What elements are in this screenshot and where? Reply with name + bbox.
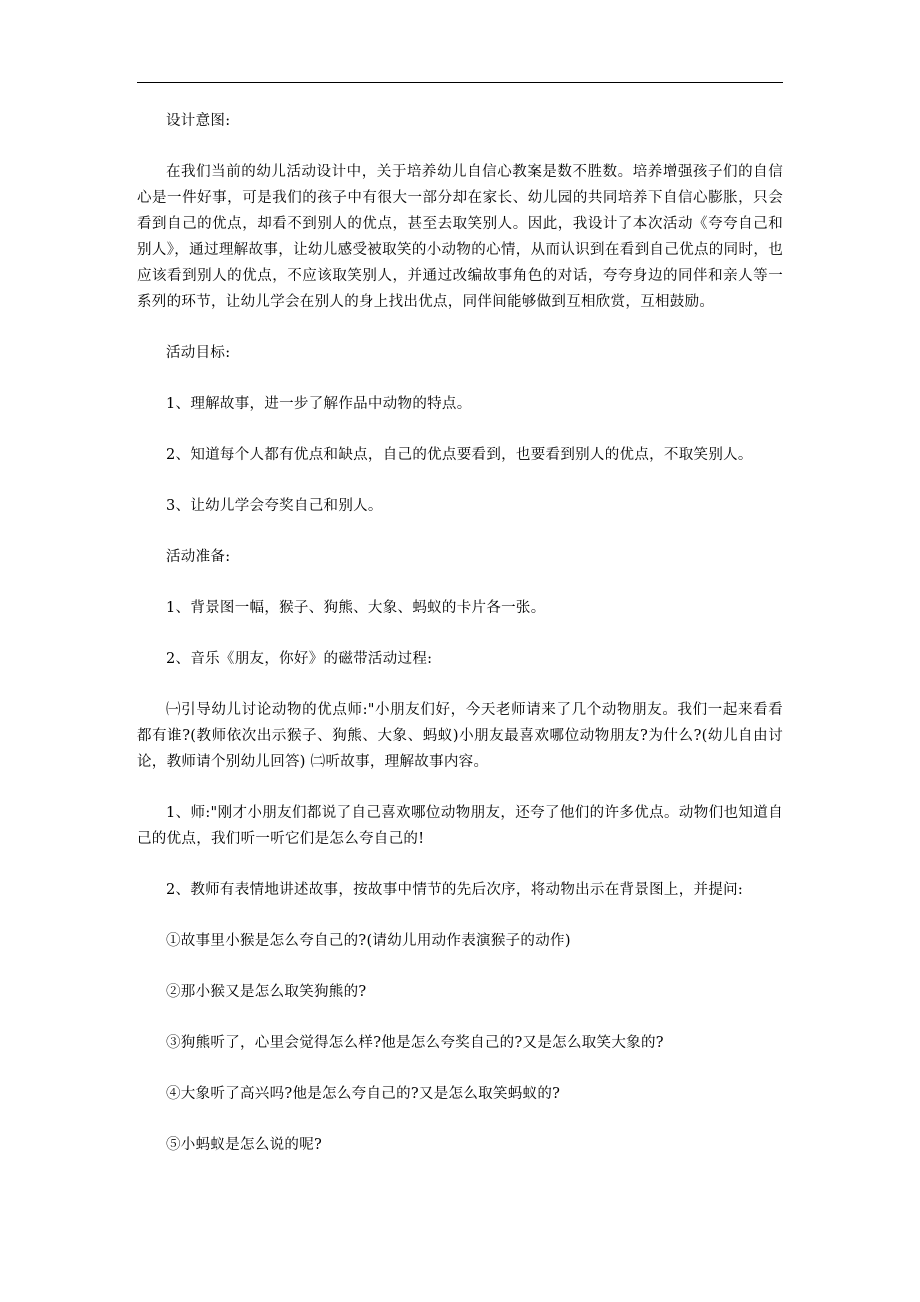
goal-item-3: 3、让幼儿学会夸奖自己和别人。	[166, 498, 383, 514]
process-substep-2: 2、教师有表情地讲述故事，按故事中情节的先后次序，将动物出示在背景图上，并提问:	[166, 882, 744, 898]
preparation-item-2: 2、音乐《朋友，你好》的磁带活动过程:	[166, 651, 433, 667]
design-intent-paragraph: 在我们当前的幼儿活动设计中，关于培养幼儿自信心教案是数不胜数。培养增强孩子们的自信心是一件好事，可是我们的孩子中有很大一部分却在家长、幼儿园的共同培养下自信心膨胀，只会看到自己的优点，却看不到别人的优点，甚至去取笑别人。因此，我设计了本次活动《夸夸自己和别人》，通过理解故事，让幼儿感受被取笑的小动物的心情，从而认识到在看到自己优点的同时，也应该看到别人的优点，不应该取笑别人，并通过改编故事角色的对话，夸夸身边的同伴和亲人等一系列的环节，让幼儿学会在别人的身上找出优点，同伴间能够做到互相欣赏，互相鼓励。	[137, 164, 783, 310]
section-heading-design-intent: 设计意图:	[166, 113, 231, 129]
section-heading-activity-preparation: 活动准备:	[166, 549, 231, 565]
question-5: ⑤小蚂蚁是怎么说的呢?	[166, 1137, 323, 1153]
preparation-item-1: 1、背景图一幅，猴子、狗熊、大象、蚂蚁的卡片各一张。	[166, 600, 546, 616]
process-step-1: ㈠引导幼儿讨论动物的优点师:"小朋友们好，今天老师请来了几个动物朋友。我们一起来看看都有谁?(教师依次出示猴子、狗熊、大象、蚂蚁)小朋友最喜欢哪位动物朋友?为什么?(幼儿自由讨论，教师请个别幼儿回答) ㈡听故事，理解故事内容。	[137, 702, 783, 770]
goal-item-2: 2、知道每个人都有优点和缺点，自己的优点要看到，也要看到别人的优点，不取笑别人。	[166, 447, 753, 463]
question-2: ②那小猴又是怎么取笑狗熊的?	[166, 984, 367, 1000]
question-1: ①故事里小猴是怎么夸自己的?(请幼儿用动作表演猴子的动作)	[166, 933, 571, 949]
question-4: ④大象听了高兴吗?他是怎么夸自己的?又是怎么取笑蚂蚁的?	[166, 1086, 561, 1102]
header-rule	[137, 82, 783, 83]
question-3: ③狗熊听了，心里会觉得怎么样?他是怎么夸奖自己的?又是怎么取笑大象的?	[166, 1035, 664, 1051]
section-heading-activity-goals: 活动目标:	[166, 345, 231, 361]
goal-item-1: 1、理解故事，进一步了解作品中动物的特点。	[166, 396, 472, 412]
document-body	[137, 108, 783, 1183]
process-substep-1: 1、师:"刚才小朋友们都说了自己喜欢哪位动物朋友，还夸了他们的许多优点。动物们也知道自己的优点，我们听一听它们是怎么夸自己的!	[137, 805, 783, 847]
